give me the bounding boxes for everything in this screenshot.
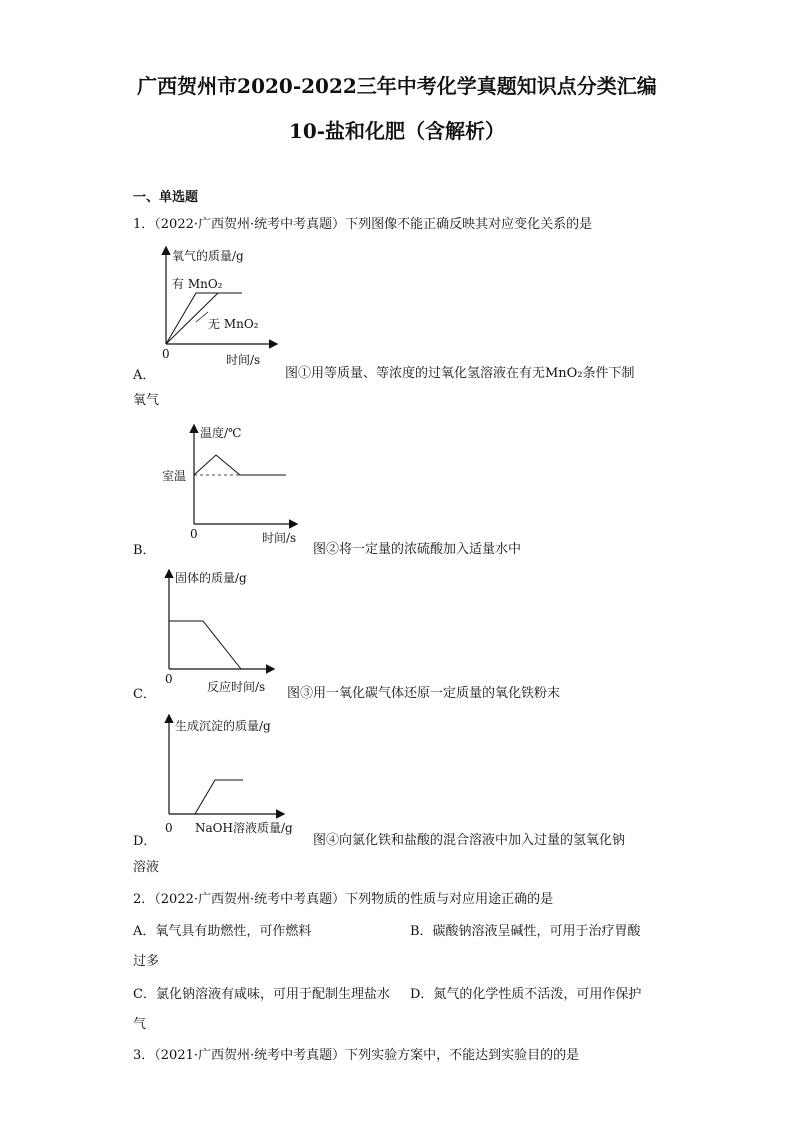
graph-d-xlabel: NaOH溶液质量/g bbox=[195, 821, 293, 835]
section-heading: 一、单选题 bbox=[133, 190, 199, 205]
q1-option-a-desc-line1: 图①用等质量、等浓度的过氧化氢溶液在有无MnO₂条件下制 bbox=[285, 366, 635, 381]
graph-d-ylabel: 生成沉淀的质量/g bbox=[175, 719, 271, 733]
graph-b bbox=[160, 420, 300, 550]
q1-option-a-letter: A． bbox=[133, 368, 156, 383]
graph-a bbox=[150, 240, 280, 370]
graph-c-solid-mass-line bbox=[169, 621, 241, 669]
graph-d-origin: 0 bbox=[165, 821, 173, 835]
q1-option-b-letter: B． bbox=[133, 543, 156, 558]
graph-a-ylabel: 氧气的质量/g bbox=[172, 249, 244, 263]
graph-c-xlabel: 反应时间/s bbox=[207, 680, 266, 694]
graph-d-precipitate-line bbox=[169, 780, 243, 814]
document-title-line2: 10-盐和化肥（含解析） bbox=[288, 119, 506, 143]
graph-a-xlabel: 时间/s bbox=[226, 353, 261, 367]
graph-b-ylabel: 温度/℃ bbox=[200, 426, 242, 440]
graph-b-ref-label: 室温 bbox=[162, 469, 187, 483]
q2-option-b-line1: B．碳酸钠溶液呈碱性，可用于治疗胃酸 bbox=[410, 924, 641, 939]
graph-d bbox=[155, 710, 315, 840]
document-title-line1: 广西贺州市2020-2022三年中考化学真题知识点分类汇编 bbox=[137, 74, 657, 98]
q2-stem: 2．（2022·广西贺州·统考中考真题）下列物质的性质与对应用途正确的是 bbox=[133, 892, 554, 907]
graph-c-ylabel: 固体的质量/g bbox=[175, 571, 247, 585]
q2-option-d-line1: D．氮气的化学性质不活泼，可用作保护 bbox=[410, 987, 642, 1002]
q2-option-d-line2: 气 bbox=[133, 1017, 147, 1032]
q1-option-d-desc-line2: 溶液 bbox=[133, 860, 160, 875]
graph-c-origin: 0 bbox=[165, 672, 173, 686]
q2-option-c: C．氯化钠溶液有咸味，可用于配制生理盐水 bbox=[133, 987, 390, 1002]
q1-option-c-desc: 图③用一氧化碳气体还原一定质量的氧化铁粉末 bbox=[287, 686, 561, 701]
graph-b-temperature-line bbox=[194, 455, 286, 475]
q1-option-d-letter: D． bbox=[133, 834, 157, 849]
q2-option-a: A．氧气具有助燃性，可作燃料 bbox=[133, 924, 312, 939]
q1-option-b-desc: 图②将一定量的浓硫酸加入适量水中 bbox=[313, 542, 522, 557]
graph-a-label-without: 无 MnO₂ bbox=[208, 317, 259, 331]
q1-option-c-letter: C． bbox=[133, 687, 156, 702]
graph-b-origin: 0 bbox=[190, 527, 198, 541]
q3-stem: 3．（2021·广西贺州·统考中考真题）下列实验方案中，不能达到实验目的的是 bbox=[133, 1048, 580, 1063]
q1-stem: 1．（2022·广西贺州·统考中考真题）下列图像不能正确反映其对应变化关系的是 bbox=[133, 217, 593, 232]
graph-a-origin: 0 bbox=[162, 347, 170, 361]
q1-option-d-desc-line1: 图④向氯化铁和盐酸的混合溶液中加入过量的氢氧化钠 bbox=[313, 833, 626, 848]
graph-a-label-with: 有 MnO₂ bbox=[172, 277, 223, 291]
graph-c bbox=[155, 565, 285, 695]
q1-option-a-desc-line2: 氧气 bbox=[133, 393, 160, 408]
graph-b-xlabel: 时间/s bbox=[262, 531, 297, 545]
q2-option-b-line2: 过多 bbox=[133, 954, 160, 969]
